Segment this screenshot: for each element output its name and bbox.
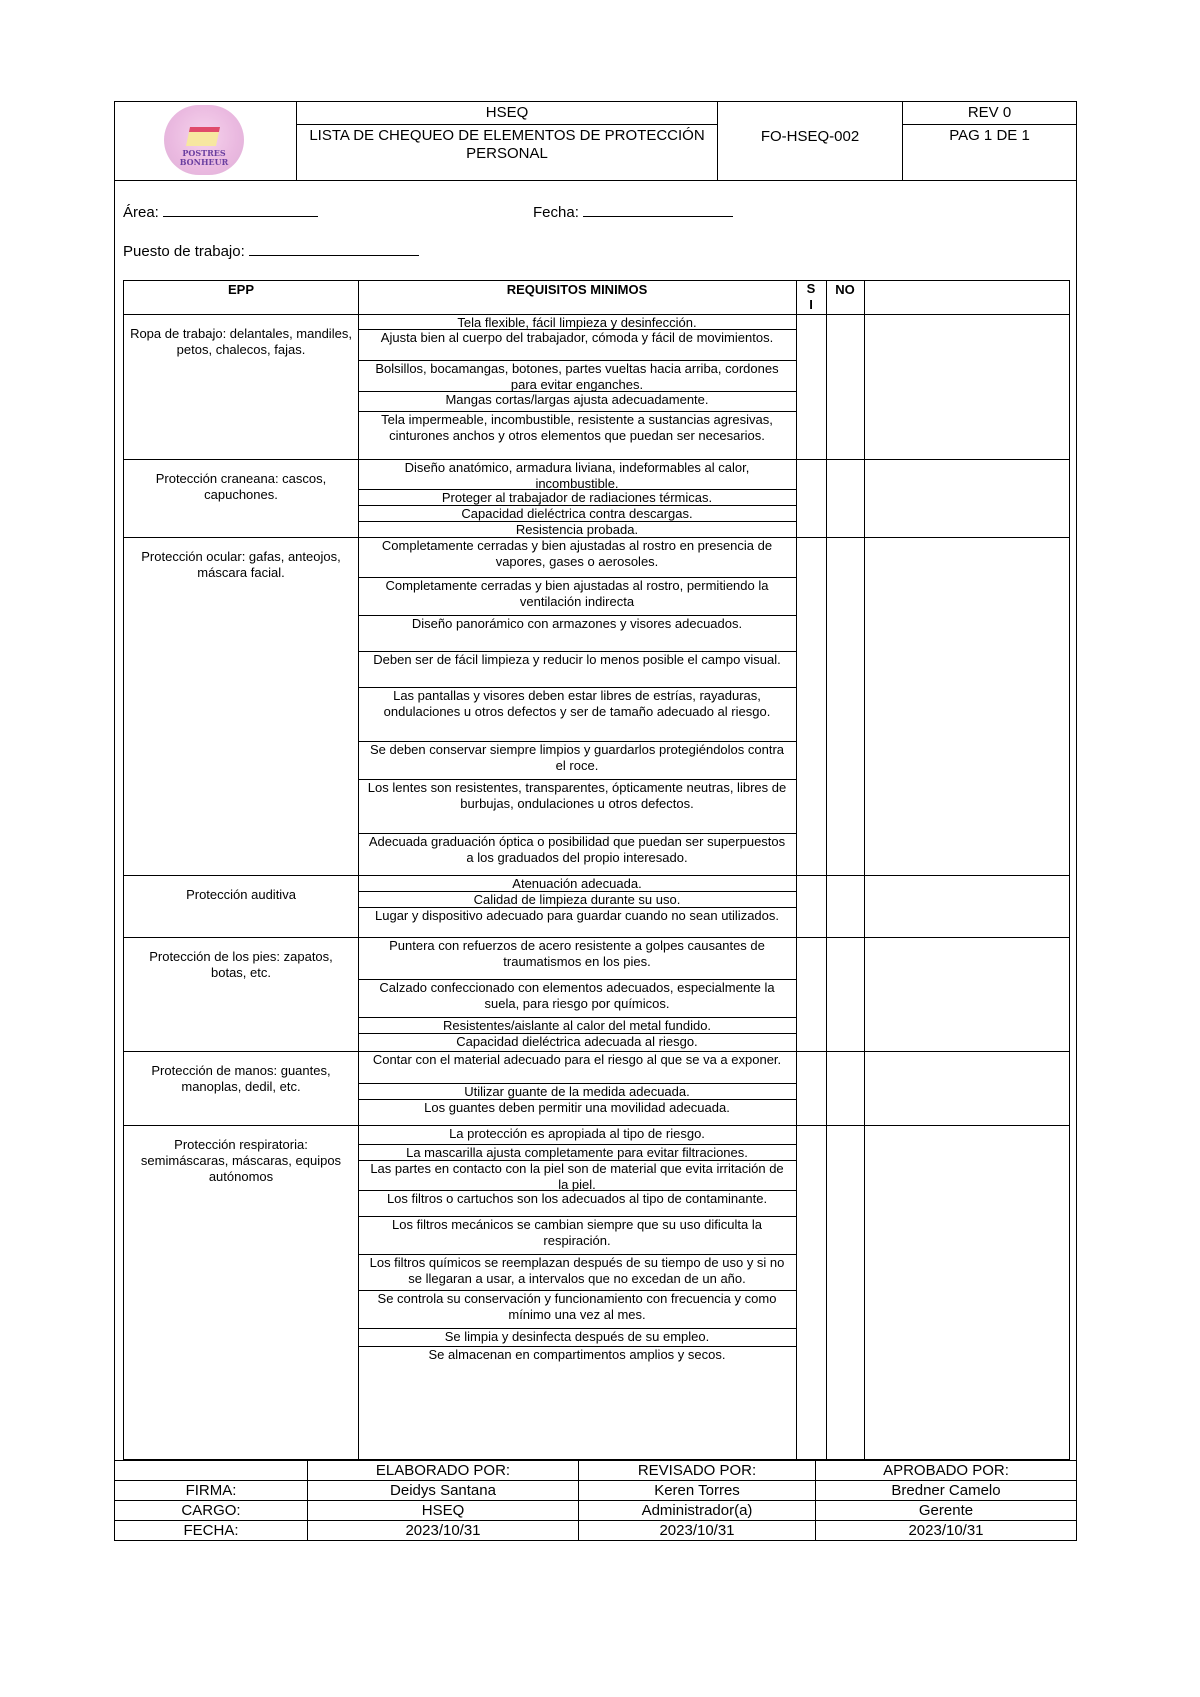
- requirement-item: Bolsillos, bocamangas, botones, partes vueltas hacia arriba, cordones para evitar enganches.: [375, 361, 779, 392]
- elaborado-value: Deidys Santana: [308, 1481, 579, 1501]
- check-cell-si[interactable]: [797, 876, 825, 936]
- epp-category: Protección auditiva: [186, 887, 296, 902]
- epp-category: Protección craneana: cascos, capuchones.: [155, 471, 327, 502]
- requirement-divider: [358, 577, 796, 578]
- requirement-item: Los guantes deben permitir una movilidad adecuada.: [424, 1100, 730, 1115]
- check-cell-no[interactable]: [827, 538, 863, 874]
- requirement-item: Resistentes/aislante al calor del metal fundido.: [442, 1018, 712, 1033]
- elaborado-value: 2023/10/31: [308, 1521, 579, 1541]
- puesto-field[interactable]: [123, 241, 419, 260]
- requirement-item: Los filtros mecánicos se cambian siempre que su uso dificulta la respiración.: [392, 1217, 762, 1248]
- check-cell-si[interactable]: [797, 538, 825, 874]
- page-label: PAG 1 DE 1: [949, 127, 1030, 144]
- fecha-line[interactable]: [583, 202, 733, 217]
- checklist-form: [114, 101, 1077, 1541]
- col-aprobado: APROBADO POR:: [883, 1462, 1009, 1479]
- requirement-item: Las pantallas y visores deben estar libres de estrías, rayaduras, ondulaciones u otros defectos y ser de tamaño adecuado al riesgo.: [383, 688, 771, 719]
- revisado-value: Administrador(a): [579, 1501, 816, 1521]
- department-label: HSEQ: [297, 102, 717, 125]
- requirement-item: Mangas cortas/largas ajusta adecuadamente.: [445, 392, 709, 407]
- aprobado-value: 2023/10/31: [908, 1522, 984, 1539]
- header-requisitos: REQUISITOS MINIMOS: [506, 282, 648, 297]
- requirement-item: Tela impermeable, incombustible, resistente a sustancias agresivas, cinturones anchos y otros elementos que puedan ser necesarios.: [381, 412, 773, 443]
- epp-category: Protección respiratoria: semimáscaras, máscaras, equipos autónomos: [140, 1137, 342, 1184]
- requirement-divider: [358, 1017, 796, 1018]
- approval-row-cargo: [115, 1501, 1076, 1521]
- requirement-item: La mascarilla ajusta completamente para evitar filtraciones.: [406, 1145, 748, 1160]
- requirement-item: Ajusta bien al cuerpo del trabajador, cómoda y fácil de movimientos.: [380, 330, 774, 345]
- title-cell: [297, 102, 718, 180]
- check-cell-no[interactable]: [827, 938, 863, 1050]
- requirement-divider: [358, 779, 796, 780]
- requirement-divider: [358, 1190, 796, 1191]
- area-field[interactable]: [123, 202, 318, 221]
- check-cell-no[interactable]: [827, 876, 863, 936]
- requirement-divider: [358, 741, 796, 742]
- aprobado-value: Bredner Camelo: [891, 1482, 1001, 1499]
- check-cell-no[interactable]: [827, 1126, 863, 1360]
- check-cell-si[interactable]: [797, 1126, 825, 1360]
- requirement-divider: [358, 891, 796, 892]
- requirement-item: Se limpia y desinfecta después de su empleo.: [444, 1329, 710, 1344]
- requirement-divider: [358, 521, 796, 522]
- requirement-divider: [358, 833, 796, 834]
- requirement-item: Adecuada graduación óptica o posibilidad que puedan ser superpuestos a los graduados del propio interesado.: [368, 834, 786, 865]
- requirement-item: Los filtros o cartuchos son los adecuados al tipo de contaminante.: [386, 1191, 768, 1206]
- requirement-item: Puntera con refuerzos de acero resistente a golpes causantes de traumatismos en los pies.: [389, 938, 765, 969]
- requirement-divider: [358, 360, 796, 361]
- epp-table: [123, 280, 1070, 1460]
- requirement-item: Calzado confeccionado con elementos adecuados, especialmente la suela, para riesgo por químicos.: [379, 980, 775, 1011]
- check-cell-si[interactable]: [797, 460, 825, 536]
- header-epp: EPP: [227, 282, 254, 297]
- requirement-item: Los lentes son resistentes, transparentes, ópticamente neutras, libres de burbujas, ondulaciones u otros defectos.: [367, 780, 787, 811]
- approval-footer: [115, 1460, 1076, 1541]
- check-cell-si[interactable]: [797, 315, 825, 458]
- row-label: CARGO:: [115, 1501, 308, 1521]
- requirement-item: Proteger al trabajador de radiaciones térmicas.: [441, 490, 713, 505]
- fecha-field[interactable]: [533, 202, 733, 221]
- epp-category: Protección ocular: gafas, anteojos, máscara facial.: [141, 549, 341, 580]
- puesto-label: Puesto de trabajo:: [123, 243, 245, 260]
- area-line[interactable]: [163, 202, 318, 217]
- col-revisado: REVISADO POR:: [579, 1461, 816, 1481]
- approval-corner: [115, 1461, 308, 1481]
- requirement-divider: [358, 329, 796, 330]
- requirement-divider: [358, 1328, 796, 1329]
- requirement-divider: [358, 1144, 796, 1145]
- requirement-divider: [358, 1254, 796, 1255]
- requirement-item: Capacidad dieléctrica adecuada al riesgo.: [456, 1034, 698, 1049]
- requirement-item: Diseño anatómico, armadura liviana, indeformables al calor, incombustible.: [404, 460, 750, 491]
- col-divider: [864, 281, 865, 1459]
- check-cell-no[interactable]: [827, 460, 863, 536]
- requirement-divider: [358, 615, 796, 616]
- requirement-divider: [358, 651, 796, 652]
- requirement-divider: [358, 1033, 796, 1034]
- col-elaborado: ELABORADO POR:: [308, 1461, 579, 1481]
- document-title: LISTA DE CHEQUEO DE ELEMENTOS DE PROTECCIÓN PERSONAL: [309, 127, 705, 162]
- check-cell-no[interactable]: [827, 315, 863, 458]
- requirement-item: Tela flexible, fácil limpieza y desinfección.: [457, 315, 697, 330]
- header-si: SI: [806, 281, 816, 312]
- requirement-divider: [358, 505, 796, 506]
- puesto-line[interactable]: [249, 241, 419, 256]
- approval-row-fecha: [115, 1521, 1076, 1541]
- requirement-item: Se deben conservar siempre limpios y guardarlos protegiéndolos contra el roce.: [369, 742, 785, 773]
- requirement-item: Capacidad dieléctrica contra descargas.: [461, 506, 693, 521]
- requirement-item: Las partes en contacto con la piel son de material que evita irritación de la piel.: [370, 1161, 784, 1192]
- requirement-divider: [358, 391, 796, 392]
- header-observaciones: [864, 281, 1069, 314]
- approval-header-row: [115, 1461, 1076, 1481]
- requirement-item: Lugar y dispositivo adecuado para guardar cuando no sean utilizados.: [375, 908, 779, 923]
- elaborado-value: HSEQ: [308, 1501, 579, 1521]
- aprobado-value: Gerente: [918, 1502, 974, 1519]
- cake-icon: [186, 127, 220, 146]
- approval-row-firma: [115, 1481, 1076, 1501]
- row-label: FIRMA:: [115, 1481, 308, 1501]
- requirement-item: Atenuación adecuada.: [512, 876, 642, 891]
- epp-category: Protección de los pies: zapatos, botas, etc.: [149, 949, 333, 980]
- requirement-item: Diseño panorámico con armazones y visores adecuados.: [411, 616, 743, 631]
- row-label: FECHA:: [115, 1521, 308, 1541]
- logo-text: POSTRES BONHEUR: [179, 148, 229, 167]
- requirement-divider: [358, 1346, 796, 1347]
- requirement-divider: [358, 979, 796, 980]
- requirement-divider: [358, 1216, 796, 1217]
- requirement-item: Deben ser de fácil limpieza y reducir lo menos posible el campo visual.: [373, 652, 781, 667]
- requirement-divider: [358, 687, 796, 688]
- check-cell-si[interactable]: [797, 938, 825, 1050]
- company-logo: [164, 105, 244, 175]
- requirement-item: Completamente cerradas y bien ajustadas al rostro en presencia de vapores, gases o aerosoles.: [381, 538, 773, 569]
- requirement-item: Se controla su conservación y funcionamiento con frecuencia y como mínimo una vez al mes.: [377, 1291, 777, 1322]
- requirement-divider: [358, 1160, 796, 1161]
- requirement-item: Se almacenan en compartimentos amplios y secos.: [428, 1347, 726, 1362]
- requirement-divider: [358, 489, 796, 490]
- epp-category: Ropa de trabajo: delantales, mandiles, petos, chalecos, fajas.: [130, 326, 352, 357]
- requirement-item: Utilizar guante de la medida adecuada.: [464, 1084, 690, 1099]
- revisado-value: Keren Torres: [579, 1481, 816, 1501]
- revision-label: REV 0: [903, 102, 1076, 125]
- requirement-item: Completamente cerradas y bien ajustadas al rostro, permitiendo la ventilación indirecta: [385, 578, 769, 609]
- requirement-item: La protección es apropiada al tipo de riesgo.: [449, 1126, 705, 1141]
- revision-cell: [903, 102, 1076, 180]
- check-cell-no[interactable]: [827, 1052, 863, 1124]
- requirement-item: Los filtros químicos se reemplazan después de su tiempo de uso y si no se llegaran a usar, a intervalos que no excedan de un año.: [369, 1255, 785, 1286]
- check-cell-si[interactable]: [797, 1052, 825, 1124]
- epp-category: Protección de manos: guantes, manoplas, dedil, etc.: [151, 1063, 331, 1094]
- document-code: FO-HSEQ-002: [760, 128, 860, 145]
- logo-cell: [115, 102, 297, 180]
- requirement-divider: [358, 1083, 796, 1084]
- requirement-divider: [358, 411, 796, 412]
- header-no: NO: [835, 282, 855, 297]
- revisado-value: 2023/10/31: [579, 1521, 816, 1541]
- requirement-divider: [358, 1099, 796, 1100]
- area-label: Área:: [123, 204, 159, 221]
- requirement-item: Calidad de limpieza durante su uso.: [473, 892, 681, 907]
- requirement-item: Contar con el material adecuado para el riesgo al que se va a exponer.: [372, 1052, 782, 1067]
- code-cell: [718, 102, 903, 180]
- requirement-divider: [358, 1290, 796, 1291]
- document-header: [115, 102, 1076, 181]
- fecha-label: Fecha:: [533, 204, 579, 221]
- requirement-divider: [358, 907, 796, 908]
- requirement-item: Resistencia probada.: [515, 522, 639, 537]
